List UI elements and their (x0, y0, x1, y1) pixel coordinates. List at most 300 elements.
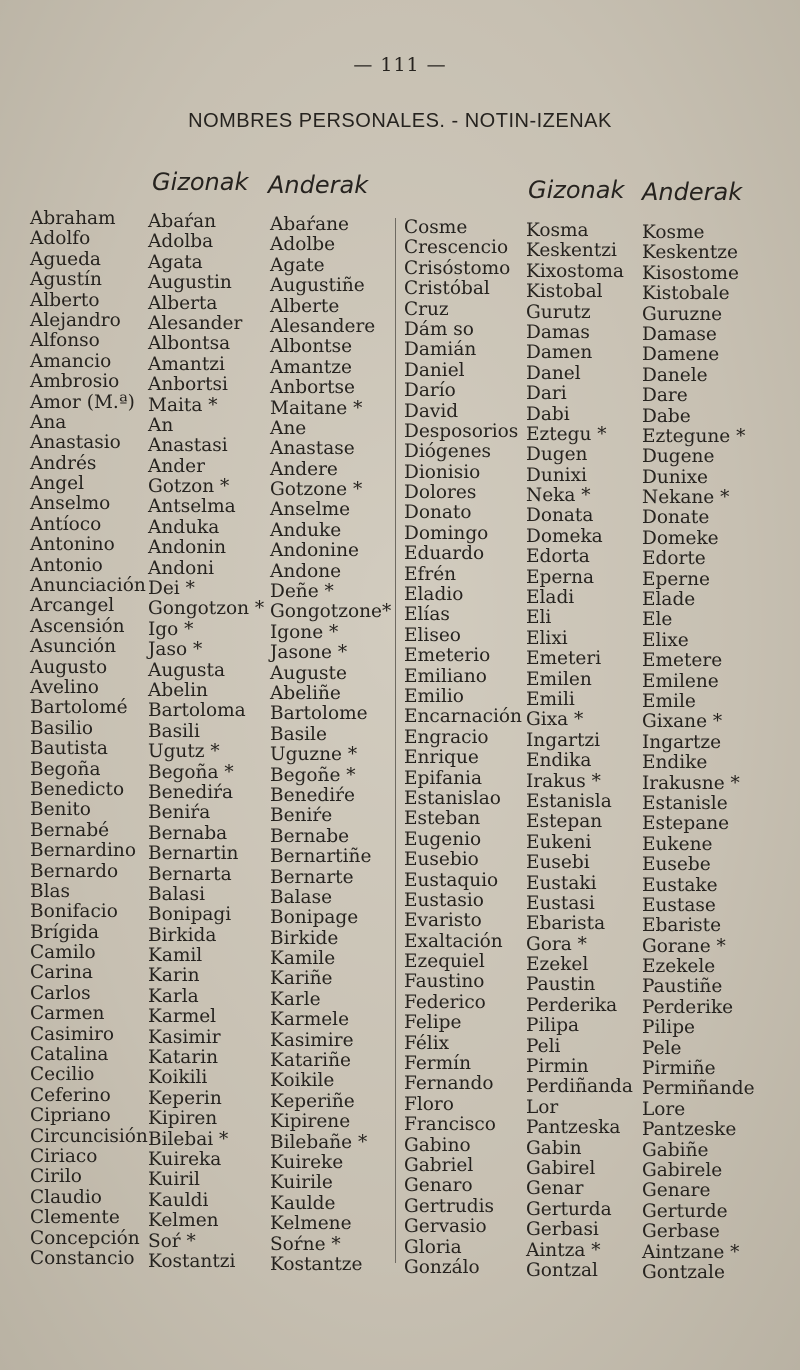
name-entry: Avelino (30, 676, 99, 698)
name-entry: An (148, 414, 174, 436)
name-entry: Damen (526, 342, 593, 364)
name-entry: Irakusne * (642, 772, 740, 794)
name-entry: Domingo (404, 522, 489, 544)
name-entry: Edorte (642, 548, 706, 570)
name-entry: Keskentzi (526, 240, 617, 262)
name-entry: Agueda (30, 248, 101, 270)
name-entry: Amancio (30, 350, 112, 372)
name-entry: Koikili (148, 1067, 208, 1089)
name-entry: Gixane * (642, 711, 723, 733)
name-entry: Damián (404, 339, 477, 361)
name-entry: Andoni (148, 557, 215, 579)
name-entry: Kariñe (270, 968, 333, 990)
name-entry: Ander (148, 455, 205, 477)
name-entry: Bernabe (270, 825, 350, 847)
name-entry: Pantzeske (642, 1119, 737, 1141)
name-entry: Angel (30, 473, 84, 495)
name-entry: Carina (30, 962, 93, 984)
name-entry: Kamil (148, 945, 203, 967)
name-entry: Dám so (404, 318, 474, 340)
name-entry: Alejandro (30, 309, 121, 331)
name-entry: Maita * (148, 394, 218, 416)
name-entry: Gabirel (526, 1157, 596, 1179)
left-gizonak-header: Gizonak (152, 168, 249, 196)
name-entry: Dabi (526, 403, 570, 425)
name-entry: Irakus * (526, 770, 601, 792)
name-entry: Ezekele (642, 956, 716, 978)
name-entry: Paustin (526, 974, 596, 996)
name-entry: Kelmen (148, 1210, 219, 1232)
name-entry: Diógenes (404, 441, 492, 463)
name-entry: Danele (642, 364, 708, 386)
name-entry: Estanisle (642, 792, 728, 814)
name-entry: Bautista (30, 738, 108, 760)
name-entry: Amor (M.ª) (30, 391, 135, 413)
name-entry: Abelin (148, 679, 208, 701)
name-entry: Floro (404, 1093, 454, 1115)
name-entry: Dabe (642, 405, 691, 427)
left-spanish-column (30, 209, 148, 1269)
name-entry: Basilio (30, 717, 94, 739)
name-entry: Perderika (526, 994, 618, 1016)
name-entry: Ezekel (526, 954, 589, 976)
name-entry: Emetere (642, 650, 723, 672)
name-entry: Eduardo (404, 543, 485, 565)
name-entry: Lore (642, 1098, 686, 1120)
name-entry: Katarin (148, 1047, 218, 1069)
name-entry: Gurutz (526, 301, 591, 323)
name-entry: Dugene (642, 446, 715, 468)
name-entry: Eustake (642, 874, 718, 896)
name-entry: Gabin (526, 1137, 582, 1159)
name-entry: Ana (30, 411, 67, 433)
name-entry: Carlos (30, 982, 91, 1004)
name-entry: Benediŕa (148, 781, 234, 803)
name-entry: Gabriel (404, 1154, 474, 1176)
name-entry: Emeteri (526, 648, 602, 670)
name-entry: Dolores (404, 482, 477, 504)
name-entry: Faustino (404, 971, 485, 993)
name-entry: Concepción (30, 1227, 140, 1249)
name-entry: Ugutz * (148, 741, 220, 763)
name-entry: Ezequiel (404, 951, 485, 973)
name-entry: Domeka (526, 525, 603, 547)
name-entry: Cipriano (30, 1105, 111, 1127)
name-entry: Eusebe (642, 854, 711, 876)
name-entry: Abaŕane (270, 214, 349, 235)
name-entry: Eukeni (526, 831, 592, 853)
name-entry: Gongotzon * (148, 598, 265, 620)
name-entry: Félix (404, 1032, 450, 1054)
name-entry: Ciriaco (30, 1145, 98, 1167)
name-entry: Darío (404, 380, 456, 402)
left-gizonak-column (148, 212, 264, 1272)
name-entry: Benediŕe (270, 784, 355, 806)
name-entry: Jasone * (270, 642, 348, 664)
name-entry: Eusebio (404, 849, 479, 871)
name-entry: Arcangel (30, 595, 115, 617)
name-entry: Alesandere (270, 315, 376, 337)
name-entry: Estepane (642, 813, 730, 835)
name-entry: Gotzone * (270, 479, 363, 501)
name-entry: Emilene (642, 670, 719, 692)
name-entry: Bernartin (148, 843, 239, 865)
name-entry: Gervasio (404, 1216, 487, 1238)
name-entry: Gerturda (526, 1198, 612, 1220)
name-entry: Gabiñe (642, 1139, 709, 1161)
name-entry: Efrén (404, 563, 457, 585)
name-entry: Benito (30, 799, 91, 821)
name-entry: Agate (270, 254, 325, 276)
name-entry: Ambrosio (30, 371, 120, 393)
name-entry: Birkide (270, 927, 339, 949)
name-entry: Asunción (30, 636, 117, 658)
name-entry: Ane (270, 417, 307, 439)
name-entry: Blas (30, 880, 71, 902)
name-entry: Igo * (148, 618, 194, 640)
name-entry: Estepan (526, 811, 603, 833)
name-entry: Bernaba (148, 822, 228, 844)
name-entry: Keperin (148, 1087, 222, 1109)
name-entry: Eztegune * (642, 425, 746, 447)
name-entry: Eliseo (404, 624, 461, 646)
name-entry: Igone * (270, 621, 339, 643)
name-entry: Kasimire (270, 1029, 354, 1051)
name-entry: Basili (148, 720, 200, 742)
name-entry: Anselme (270, 499, 351, 521)
name-entry: Abaŕan (148, 211, 217, 232)
name-entry: Kasimir (148, 1026, 221, 1048)
name-entry: Bernardino (30, 840, 136, 862)
name-entry: Emilio (404, 685, 464, 707)
name-entry: Gora * (526, 933, 587, 955)
name-entry: Andone (270, 560, 342, 582)
name-entry: Anbortse (270, 377, 355, 399)
name-entry: Cristóbal (404, 278, 490, 300)
name-entry: Kostantze (270, 1253, 363, 1275)
name-entry: Birkida (148, 924, 217, 946)
name-entry: Kuiril (148, 1169, 200, 1191)
name-entry: Bernardo (30, 860, 119, 882)
name-entry: Adolba (148, 231, 214, 253)
name-entry: Antselma (148, 496, 236, 518)
name-entry: Constancio (30, 1247, 135, 1269)
name-entry: Agustín (30, 269, 102, 291)
name-entry: Balasi (148, 883, 205, 905)
name-entry: Edorta (526, 546, 590, 568)
name-entry: Bilebañe * (270, 1131, 368, 1153)
name-entry: Beniŕa (148, 802, 211, 824)
name-entry: Francisco (404, 1114, 496, 1136)
name-entry: Beniŕe (270, 805, 333, 827)
name-entry: Karle (270, 988, 321, 1010)
name-entry: Eustaquio (404, 869, 499, 891)
left-anderak-column (270, 215, 391, 1275)
name-entry: Deñe * (270, 581, 334, 603)
name-entry: Cecilio (30, 1064, 95, 1086)
name-entry: Abeliñe (270, 682, 341, 704)
name-entry: Fernando (404, 1073, 494, 1095)
name-entry: Endika (526, 750, 592, 772)
name-entry: Casimiro (30, 1023, 115, 1045)
name-entry: Kauldi (148, 1189, 209, 1211)
name-entry: Camilo (30, 942, 96, 964)
name-entry: Cruz (404, 298, 449, 320)
name-entry: Anastasio (30, 432, 121, 454)
name-entry: Carmen (30, 1003, 105, 1025)
name-entry: Bartolomé (30, 697, 128, 719)
name-entry: Bonipage (270, 907, 359, 929)
name-entry: Basile (270, 723, 327, 745)
name-entry: Aintzane * (642, 1241, 740, 1263)
name-entry: Karmel (148, 1006, 217, 1028)
name-entry: Pele (642, 1037, 682, 1059)
name-entry: Elías (404, 604, 450, 626)
name-entry: Emili (526, 688, 575, 710)
name-entry: Pirmin (526, 1056, 589, 1078)
name-entry: Jaso * (148, 639, 203, 661)
name-entry: Anduke (270, 519, 342, 541)
name-entry: Permiñande (642, 1078, 755, 1100)
name-entry: Pilipe (642, 1017, 695, 1039)
name-entry: Alberta (148, 292, 218, 314)
name-entry: Adolbe (270, 234, 336, 256)
name-entry: Gertrudis (404, 1195, 495, 1217)
name-entry: Pirmiñe (642, 1058, 716, 1080)
name-entry: Donato (404, 502, 472, 524)
name-entry: Damene (642, 344, 720, 366)
name-entry: Eperne (642, 568, 711, 590)
name-entry: Karmele (270, 1009, 350, 1031)
name-entry: Emile (642, 690, 696, 712)
left-anderak-header: Anderak (268, 171, 369, 199)
name-entry: Kostantzi (148, 1250, 236, 1272)
name-entry: Kuireke (270, 1151, 344, 1173)
name-entry: Benedicto (30, 778, 125, 800)
name-entry: Ebarista (526, 913, 606, 935)
name-entry: Kuireka (148, 1148, 222, 1170)
right-anderak-header: Anderak (642, 178, 743, 206)
column-divider (395, 218, 396, 1263)
name-entry: Gerbasi (526, 1219, 599, 1241)
name-entry: Bernartiñe (270, 846, 372, 868)
name-entry: Andrés (30, 452, 97, 474)
name-entry: Perderike (642, 996, 734, 1018)
name-entry: Evaristo (404, 910, 482, 932)
name-entry: Gabino (404, 1134, 471, 1156)
name-entry: Eusebi (526, 852, 590, 874)
name-entry: Bernarta (148, 863, 232, 885)
name-entry: Desposorios (404, 420, 519, 442)
name-entry: Alberto (30, 289, 100, 311)
name-entry: Eugenio (404, 828, 482, 850)
name-entry: Gerturde (642, 1200, 728, 1222)
name-entry: Augusta (148, 659, 225, 681)
name-entry: Albontse (270, 336, 353, 358)
name-entry: Anbortsi (148, 374, 228, 396)
name-entry: Circuncisión (30, 1125, 148, 1147)
name-entry: Genar (526, 1178, 584, 1200)
name-entry: Eli (526, 607, 552, 629)
name-entry: Genare (642, 1180, 711, 1202)
name-entry: Alfonso (30, 330, 100, 352)
name-entry: Crisóstomo (404, 257, 511, 279)
name-entry: Emiliano (404, 665, 487, 687)
name-entry: Karin (148, 965, 200, 987)
name-entry: Kosma (526, 220, 589, 241)
name-entry: Kixostoma (526, 260, 624, 282)
name-entry: Damase (642, 323, 717, 345)
name-entry: Aintza * (526, 1239, 601, 1261)
name-entry: Dare (642, 385, 688, 407)
name-entry: Paustiñe (642, 976, 723, 998)
name-entry: Perdiñanda (526, 1076, 633, 1098)
name-entry: Neka * (526, 485, 591, 507)
name-entry: Katariñe (270, 1050, 351, 1072)
name-entry: Elade (642, 589, 696, 611)
name-entry: Elixi (526, 627, 568, 649)
name-entry: Kistobal (526, 281, 603, 303)
name-entry: Estanisla (526, 790, 612, 812)
name-entry: Anastasi (148, 435, 228, 457)
name-entry: Epifania (404, 767, 483, 789)
page-number: — 111 — (353, 54, 447, 76)
name-entry: Enrique (404, 747, 479, 769)
name-entry: Endike (642, 752, 708, 774)
name-entry: Nekane * (642, 487, 730, 509)
name-entry: Soŕ * (148, 1230, 196, 1252)
name-entry: Anselmo (30, 493, 111, 515)
name-entry: Eladi (526, 587, 575, 609)
name-entry: Eukene (642, 833, 713, 855)
name-entry: Gloria (404, 1236, 462, 1258)
name-entry: Eperna (526, 566, 595, 588)
name-entry: Antonio (30, 554, 103, 576)
name-entry: Federico (404, 991, 486, 1013)
name-entry: Keskentze (642, 242, 738, 264)
name-entry: Soŕne * (270, 1233, 341, 1255)
name-entry: Gontzale (642, 1261, 725, 1283)
name-entry: Eztegu * (526, 423, 607, 445)
right-anderak-column (642, 223, 755, 1283)
name-entry: Esteban (404, 808, 481, 830)
name-entry: Ele (642, 609, 673, 631)
right-gizonak-column (526, 221, 633, 1281)
name-entry: Anunciación (30, 575, 146, 597)
name-entry: Donate (642, 507, 710, 529)
name-entry: Bonifacio (30, 901, 118, 923)
name-entry: Eustaki (526, 872, 597, 894)
name-entry: Bilebai * (148, 1128, 229, 1150)
name-entry: Crescencio (404, 237, 509, 259)
name-entry: Begoñe * (270, 764, 356, 786)
name-entry: Augusto (30, 656, 108, 678)
name-entry: Uguzne * (270, 744, 358, 766)
name-entry: David (404, 400, 459, 422)
name-entry: Guruzne (642, 303, 723, 325)
name-entry: Auguste (270, 662, 347, 684)
name-entry: Gontzal (526, 1259, 598, 1281)
name-entry: Pilipa (526, 1015, 580, 1037)
name-entry: Anastase (270, 438, 355, 460)
name-entry: Bartoloma (148, 700, 246, 722)
name-entry: Andere (270, 458, 338, 480)
name-entry: Gonzálo (404, 1256, 480, 1278)
name-entry: Ingartze (642, 731, 722, 753)
name-entry: Damas (526, 321, 590, 343)
name-entry: Pantzeska (526, 1117, 621, 1139)
name-entry: Dari (526, 383, 567, 405)
name-entry: Clemente (30, 1207, 120, 1229)
name-entry: Dionisio (404, 461, 481, 483)
name-entry: Kipiren (148, 1108, 218, 1130)
name-entry: Ingartzi (526, 729, 601, 751)
name-entry: Augustin (148, 272, 232, 294)
name-entry: Felipe (404, 1012, 462, 1034)
name-entry: Ceferino (30, 1084, 111, 1106)
name-entry: Ebariste (642, 915, 722, 937)
name-entry: Keperiñe (270, 1090, 355, 1112)
name-entry: Andonine (270, 540, 359, 562)
name-entry: Exaltación (404, 930, 503, 952)
name-entry: Cirilo (30, 1166, 82, 1188)
name-entry: Elixe (642, 629, 689, 651)
name-entry: Bonipagi (148, 904, 232, 926)
name-entry: Eustasio (404, 889, 484, 911)
name-entry: Gabirele (642, 1159, 723, 1181)
name-entry: Peli (526, 1035, 561, 1057)
name-entry: Alberte (270, 295, 340, 317)
name-entry: Domeke (642, 527, 719, 549)
name-entry: Amantzi (148, 353, 225, 375)
name-entry: Gongotzone* (270, 601, 392, 623)
name-entry: Catalina (30, 1044, 109, 1066)
right-spanish-column (404, 218, 522, 1278)
name-entry: Adolfo (30, 228, 91, 250)
name-entry: Kosme (642, 222, 705, 243)
name-entry: Abraham (30, 208, 116, 229)
name-entry: Anduka (148, 516, 220, 538)
name-entry: Kipirene (270, 1111, 351, 1133)
name-entry: Emilen (526, 668, 592, 690)
name-entry: Brígida (30, 921, 99, 943)
name-entry: Dunixi (526, 464, 587, 486)
name-entry: Gerbase (642, 1221, 720, 1243)
name-entry: Andonin (148, 537, 227, 559)
name-entry: Kamile (270, 948, 336, 970)
name-entry: Daniel (404, 359, 465, 381)
name-entry: Alesander (148, 312, 243, 334)
name-entry: Antíoco (30, 513, 102, 535)
name-entry: Gorane * (642, 935, 726, 957)
name-entry: Antonino (30, 534, 115, 556)
name-entry: Bernarte (270, 866, 354, 888)
name-entry: Engracio (404, 726, 489, 748)
name-entry: Karla (148, 985, 199, 1007)
name-entry: Dugen (526, 444, 588, 466)
name-entry: Eladio (404, 584, 464, 606)
name-entry: Emeterio (404, 645, 491, 667)
name-entry: Koikile (270, 1070, 335, 1092)
name-entry: Cosme (404, 217, 468, 238)
name-entry: Kuirile (270, 1172, 333, 1194)
name-entry: Dunixe (642, 466, 708, 488)
name-entry: Augustiñe (270, 275, 365, 297)
name-entry: Ascensión (30, 615, 125, 637)
name-entry: Gotzon * (148, 476, 230, 498)
name-entry: Begoña (30, 758, 101, 780)
name-entry: Eustasi (526, 892, 595, 914)
